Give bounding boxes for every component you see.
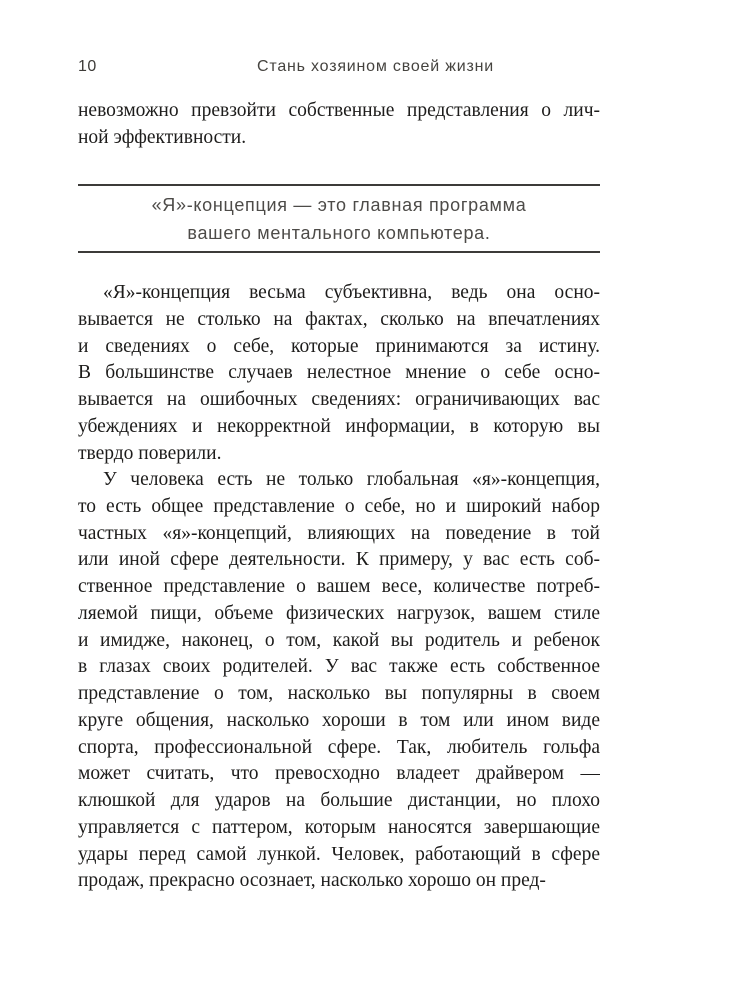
text-line: частных «я»-концепций, влияющих на поведение в той <box>78 522 600 544</box>
text-line: вывается на ошибочных сведениях: ограничивающих вас <box>78 389 600 410</box>
text-line: и сведениях о себе, которые принимаются за истину. <box>78 335 600 357</box>
text-line: твердо поверили. <box>78 442 222 464</box>
text-line: спорта, профессиональной сфере. Так, любитель гольфа <box>78 736 600 758</box>
page-number: 10 <box>78 58 97 75</box>
paragraph-examples <box>78 467 600 895</box>
pull-quote <box>78 184 600 253</box>
text-line: ной эффективности. <box>78 126 247 148</box>
text-line: удары перед самой лункой. Человек, работающий в сфере <box>78 843 600 865</box>
text-line: может считать, что превосходно владеет драйвером — <box>78 763 600 785</box>
text-line: «Я»-концепция — это главная программа <box>151 195 527 215</box>
text-line: вывается не столько на фактах, сколько на впечатлениях <box>78 308 600 330</box>
text-line: «Я»-концепция весьма субъективна, ведь она осно- <box>103 282 600 303</box>
paragraph-opening <box>78 98 600 152</box>
text-line: ственное представление о вашем весе, количестве потреб- <box>78 576 600 597</box>
text-line: то есть общее представление о себе, но и широкий набор <box>78 495 600 517</box>
text-line: невозможно превзойти собственные представления о лич- <box>78 100 600 121</box>
text-line: представление о том, насколько вы популярны в своем <box>78 683 600 704</box>
running-head: Стань хозяином своей жизни <box>257 58 494 75</box>
text-line: управляется с паттером, которым наносятся завершающие <box>78 816 600 838</box>
text-line: или иной сфере деятельности. К примеру, у вас есть соб- <box>78 549 600 571</box>
text-line: и имидже, наконец, о том, какой вы родитель и ребенок <box>78 629 600 651</box>
text-line: ляемой пищи, объеме физических нагрузок, вашем стиле <box>78 602 600 624</box>
text-line: вашего ментального компьютера. <box>187 223 491 243</box>
text-line: круге общения, насколько хороши в том или ином виде <box>78 709 600 731</box>
quote-rule-bottom <box>78 251 600 253</box>
text-column <box>78 0 600 1001</box>
text-line: В большинстве случаев нелестное мнение о себе осно- <box>78 362 600 384</box>
text-line: в глазах своих родителей. У вас также есть собственное <box>78 656 600 678</box>
text-line: продаж, прекрасно осознает, насколько хорошо он пред- <box>78 870 546 892</box>
text-line: убеждениях и некорректной информации, в которую вы <box>78 415 600 437</box>
text-line: клюшкой для ударов на большие дистанции, но плохо <box>78 790 600 811</box>
pull-quote-text <box>78 186 600 251</box>
paragraph-self-concept <box>78 280 600 467</box>
text-line: У человека есть не только глобальная «я»-концепция, <box>103 469 600 490</box>
